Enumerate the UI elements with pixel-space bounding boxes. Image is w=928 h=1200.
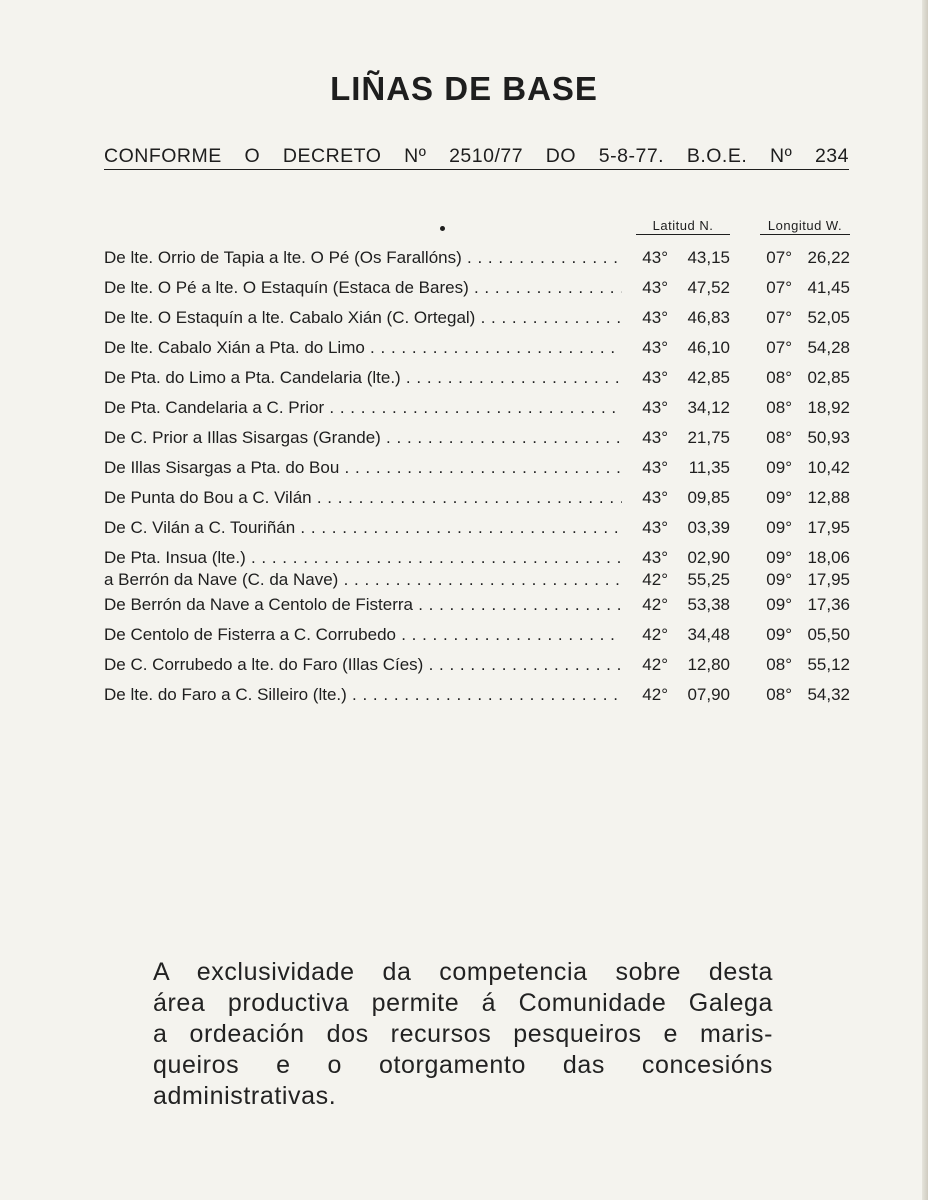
latitude-degrees: 43° xyxy=(642,398,668,417)
longitude-minutes: 55,12 xyxy=(807,655,850,674)
longitude-degrees: 09° xyxy=(766,548,792,567)
table-row xyxy=(104,278,850,302)
longitude-minutes: 26,22 xyxy=(807,248,850,267)
row-label: De lte. O Estaquín a lte. Cabalo Xián (C. Ortegal) . . . xyxy=(104,308,622,328)
latitude-minutes: 12,80 xyxy=(687,655,730,674)
longitude-degrees: 07° xyxy=(766,338,792,357)
longitude-degrees: 07° xyxy=(766,308,792,327)
row-label: De Pta. Insua (lte.) . . . xyxy=(104,548,622,568)
longitude-column-header: Longitud W. xyxy=(760,218,850,233)
longitude-minutes: 50,93 xyxy=(807,428,850,447)
table-row xyxy=(104,595,850,619)
longitude-degrees: 08° xyxy=(766,398,792,417)
latitude-degrees: 43° xyxy=(642,518,668,537)
latitude-minutes: 21,75 xyxy=(687,428,730,447)
longitude-minutes: 17,95 xyxy=(807,518,850,537)
longitude-minutes: 17,36 xyxy=(807,595,850,614)
longitude-minutes: 10,42 xyxy=(807,458,850,477)
longitude-degrees: 08° xyxy=(766,368,792,387)
latitude-degrees: 43° xyxy=(642,248,668,267)
paragraph-line: administrativas. xyxy=(153,1082,337,1110)
longitude-degrees: 09° xyxy=(766,458,792,477)
latitude-minutes: 03,39 xyxy=(687,518,730,537)
page-title: LIÑAS DE BASE xyxy=(330,70,598,107)
longitude-degrees: 09° xyxy=(766,488,792,507)
row-label: De lte. do Faro a C. Silleiro (lte.) . . . xyxy=(104,685,622,705)
latitude-minutes: 47,52 xyxy=(687,278,730,297)
table-row xyxy=(104,308,850,332)
latitude-degrees: 43° xyxy=(642,308,668,327)
row-label: De Pta. do Limo a Pta. Candelaria (lte.) . . . xyxy=(104,368,622,388)
stray-dot xyxy=(440,226,445,231)
longitude-minutes: 41,45 xyxy=(807,278,850,297)
table-row xyxy=(104,458,850,482)
latitude-degrees: 42° xyxy=(642,570,668,589)
latitude-degrees: 42° xyxy=(642,625,668,644)
longitude-degrees: 09° xyxy=(766,625,792,644)
row-label: De Illas Sisargas a Pta. do Bou . . . xyxy=(104,458,622,478)
latitude-degrees: 43° xyxy=(642,428,668,447)
table-row xyxy=(104,548,850,572)
page-subtitle: CONFORME O DECRETO Nº 2510/77 DO 5-8-77. B.O.E. Nº 234 xyxy=(104,145,849,170)
latitude-minutes: 53,38 xyxy=(687,595,730,614)
latitude-column-header: Latitud N. xyxy=(636,218,730,233)
row-label: De Berrón da Nave a Centolo de Fisterra . . . xyxy=(104,595,622,615)
longitude-degrees: 09° xyxy=(766,570,792,589)
closing-paragraph xyxy=(153,957,773,1112)
latitude-minutes: 42,85 xyxy=(687,368,730,387)
latitude-minutes: 34,48 xyxy=(687,625,730,644)
table-row xyxy=(104,428,850,452)
longitude-degrees: 08° xyxy=(766,428,792,447)
latitude-degrees: 43° xyxy=(642,338,668,357)
longitude-minutes: 54,32 xyxy=(807,685,850,704)
paragraph-line: a ordeación dos recursos pesqueiros e maris- xyxy=(153,1020,773,1048)
longitude-degrees: 08° xyxy=(766,655,792,674)
latitude-degrees: 43° xyxy=(642,278,668,297)
latitude-degrees: 43° xyxy=(642,368,668,387)
longitude-degrees: 09° xyxy=(766,518,792,537)
longitude-minutes: 18,06 xyxy=(807,548,850,567)
table-row xyxy=(104,625,850,649)
table-row xyxy=(104,655,850,679)
table-row xyxy=(104,338,850,362)
latitude-minutes: 07,90 xyxy=(687,685,730,704)
latitude-minutes: 46,83 xyxy=(687,308,730,327)
table-row xyxy=(104,398,850,422)
latitude-degrees: 43° xyxy=(642,548,668,567)
paragraph-line: área productiva permite á Comunidade Galega xyxy=(153,989,773,1017)
latitude-degrees: 42° xyxy=(642,595,668,614)
paragraph-line: queiros e o otorgamento das concesións xyxy=(153,1051,773,1079)
row-label: De C. Vilán a C. Touriñán . . . xyxy=(104,518,622,538)
row-label: a Berrón da Nave (C. da Nave) . . . xyxy=(104,570,622,590)
row-label: De C. Corrubedo a lte. do Faro (Illas Cíes) . . . xyxy=(104,655,622,675)
latitude-minutes: 09,85 xyxy=(687,488,730,507)
paragraph-line: A exclusividade da competencia sobre desta xyxy=(153,958,773,986)
page-edge xyxy=(922,0,928,1200)
row-label: De Centolo de Fisterra a C. Corrubedo . . . xyxy=(104,625,622,645)
longitude-degrees: 09° xyxy=(766,595,792,614)
row-label: De lte. O Pé a lte. O Estaquín (Estaca de Bares) . . . xyxy=(104,278,622,298)
latitude-degrees: 42° xyxy=(642,655,668,674)
row-label: De Pta. Candelaria a C. Prior . . . xyxy=(104,398,622,418)
row-label: De C. Prior a Illas Sisargas (Grande) . . . xyxy=(104,428,622,448)
latitude-degrees: 42° xyxy=(642,685,668,704)
longitude-degrees: 07° xyxy=(766,248,792,267)
table-row xyxy=(104,488,850,512)
longitude-minutes: 17,95 xyxy=(807,570,850,589)
longitude-minutes: 52,05 xyxy=(807,308,850,327)
latitude-minutes: 02,90 xyxy=(687,548,730,567)
longitude-degrees: 07° xyxy=(766,278,792,297)
longitude-degrees: 08° xyxy=(766,685,792,704)
longitude-minutes: 12,88 xyxy=(807,488,850,507)
latitude-degrees: 43° xyxy=(642,458,668,477)
latitude-minutes: 11,35 xyxy=(688,458,730,477)
latitude-minutes: 55,25 xyxy=(687,570,730,589)
longitude-minutes: 18,92 xyxy=(807,398,850,417)
latitude-minutes: 43,15 xyxy=(687,248,730,267)
latitude-degrees: 43° xyxy=(642,488,668,507)
row-label: De lte. Cabalo Xián a Pta. do Limo . . . xyxy=(104,338,622,358)
table-row xyxy=(104,685,850,709)
longitude-minutes: 05,50 xyxy=(807,625,850,644)
latitude-minutes: 34,12 xyxy=(687,398,730,417)
row-label: De Punta do Bou a C. Vilán . . . xyxy=(104,488,622,508)
table-row xyxy=(104,368,850,392)
table-row xyxy=(104,570,850,594)
table-row xyxy=(104,518,850,542)
longitude-minutes: 54,28 xyxy=(807,338,850,357)
table-row xyxy=(104,248,850,272)
row-label: De lte. Orrio de Tapia a lte. O Pé (Os Farallóns) . . . xyxy=(104,248,622,268)
longitude-minutes: 02,85 xyxy=(807,368,850,387)
latitude-minutes: 46,10 xyxy=(687,338,730,357)
